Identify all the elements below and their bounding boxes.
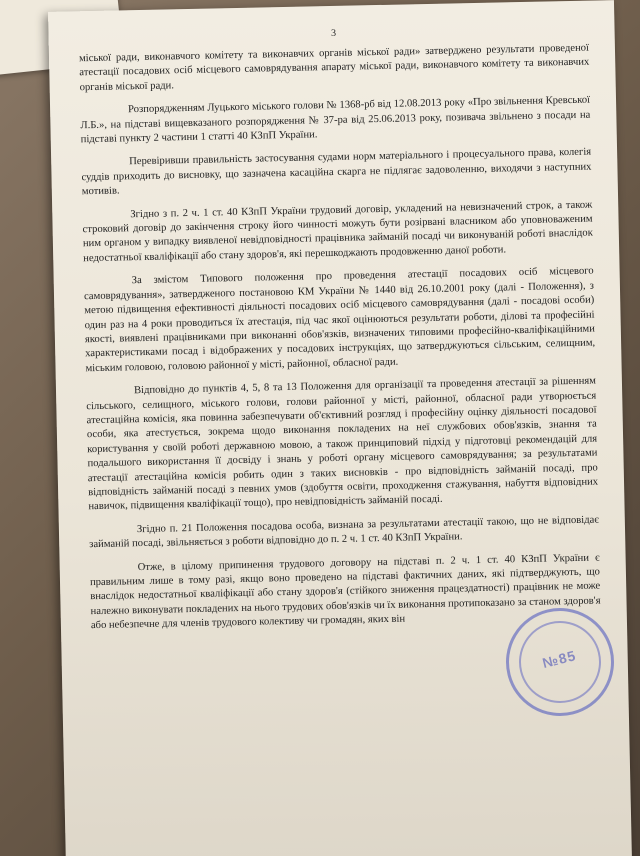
page-number: 3 <box>330 27 337 40</box>
paragraph: Розпорядженням Луцького міського голови № 1368-рб від 12.08.2013 року «Про звільнення Кревської Л.Б.», на підставі вищевказаного розпорядження № 37-ра від 25.06.2013 року, позивача звільнено з посади на підставі пункту 2 частини 1 статті 40 КЗпП України. <box>80 94 591 146</box>
document-body <box>79 42 601 634</box>
paragraph: Згідно п. 21 Положення посадова особа, визнана за результатами атестації такою, що не відповідає займаній посаді, звільняється з роботи відповідно до п. 2 ч. 1 ст. 40 КЗпП України. <box>89 514 599 551</box>
stamp-code: №85 <box>540 647 578 671</box>
paragraph: Перевіривши правильність застосування судами норм матеріального і процесуального права, колегія суддів приходить до висновку, що зазначена касаційна скарга не підлягає задоволенню, виходячи з наступних мотивів. <box>81 147 592 198</box>
document-page <box>48 0 632 856</box>
paragraph: міської ради, виконавчого комітету та виконавчих органів міської ради» затверджено результати проведеної атестації посадових осіб місцевого самоврядування апарату міської ради, виконавчого комітету та виконавчих органів міської ради. <box>78 42 590 94</box>
paragraph: Згідно з п. 2 ч. 1 ст. 40 КЗпП України трудовий договір, укладений на невизначений строк, а також строковий договір до закінчення строку його чинності можуть бути розірвані власником або уповноваженим ним органом у випадку виявленої невідповідності працівника займаній посаді чи виконуваній роботі внаслідок недостатньої кваліфікації або стану здоров'я, які перешкоджають продовженню даної роботи. <box>82 199 593 265</box>
paragraph: Відповідно до пунктів 4, 5, 8 та 13 Положення для організації та проведення атестації за рішенням сільського, селищного, міського голови, голови районної у місті, районної, обласної ради утворюється атестаційна комісія, яка повинна забезпечувати об'єктивний розгляд і професійну оцінку діяльності посадової особи, яка атестується, зокрема щодо виконання покладених на неї службових обов'язків, знання та користування у своїй роботі державною мовою, а також принциповий підхід у підготовці рекомендацій для подальшого використання її досвіду і знань у роботі органу місцевого самоврядування; за результатами атестації атестаційна комісія робить один з таких висновків - про відповідність займаній посаді, про відповідність займаній посаді з певних умов (здобуття освіти, проходження стажування, набуття відповідних навичок, підвищення кваліфікації тощо), про невідповідність займаній посаді. <box>86 375 599 513</box>
paragraph: За змістом Типового положення про проведення атестації посадових осіб місцевого самоврядування», затвердженого постановою КМ України № 1440 від 26.10.2001 року (далі - Положення), з метою підвищення ефективності діяльності посадових осіб місцевого самоврядування (далі - посадові особи) один раз на 4 роки проводиться їх атестація, під час якої оцінюються результати роботи, ділові та професійні якості, виявлені працівниками при виконанні обов'язків, визначених типовими професійно-кваліфікаційними характеристиками посад і відображених у посадових інструкціях, що затверджуються сільським, селищним, міським головою, головою районної у місті, районної, обласної ради. <box>83 265 596 374</box>
paragraph: Отже, в цілому припинення трудового договору на підставі п. 2 ч. 1 ст. 40 КЗпП України є правильним лише в тому разі, якщо воно проведено на підставі фактичних даних, які підтверджують, що внаслідок недостатньої кваліфікації або стану здоров'я (стійкого зниження працездатності) працівник не може належно виконувати покладених на нього трудових обов'язків чи їх виконання протипоказано за станом здоров'я або небезпечне для членів трудового колективу чи громадян, яких він <box>89 552 601 632</box>
